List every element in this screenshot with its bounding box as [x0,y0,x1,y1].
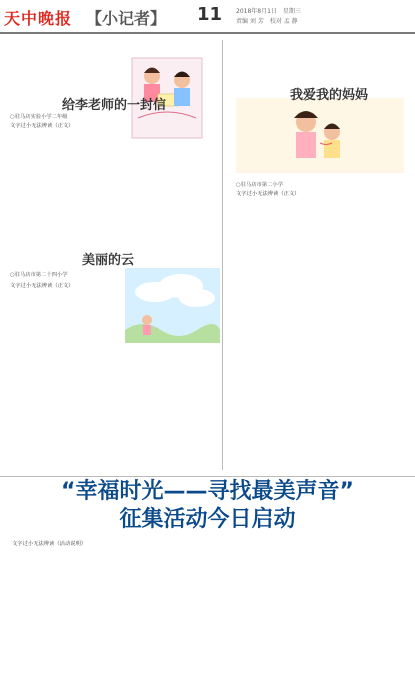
editor-credit: 责编 刘 芳 校对 孟 静 [236,18,298,25]
column-divider [222,40,223,470]
article-body-mom: 文字过小无法辨读（正文） [236,191,300,197]
newspaper-logo: 天中晚报 [4,9,73,28]
feature-headline-line1: “幸福时光——寻找最美声音” [61,479,354,504]
issue-date: 2018年8月1日 星期三 [236,8,301,15]
page-number: 11 [197,4,223,25]
mother-child-illustration [236,98,404,173]
article-byline-cloud: ○驻马店市第二十四小学 [10,272,68,278]
article-title-cloud: 美丽的云 [82,253,135,268]
feature-headline-line2: 征集活动今日启动 [119,507,296,532]
article-body-cloud: 文字过小无法辨读（正文） [10,283,74,289]
article-byline-letter: ○驻马店实验小学二年级 [10,114,68,120]
feature-body: 文字过小无法辨读（活动说明） [12,541,87,547]
article-byline-mom: ○驻马店市第二小学 [236,182,283,188]
clouds-illustration [125,268,220,343]
article-title-mom: 我爱我的妈妈 [290,88,369,103]
article-body-letter: 文字过小无法辨读（正文） [10,123,74,129]
section-label: 【小记者】 [86,9,167,28]
article-title-letter: 给李老师的一封信 [62,98,167,113]
page-header [0,0,415,34]
